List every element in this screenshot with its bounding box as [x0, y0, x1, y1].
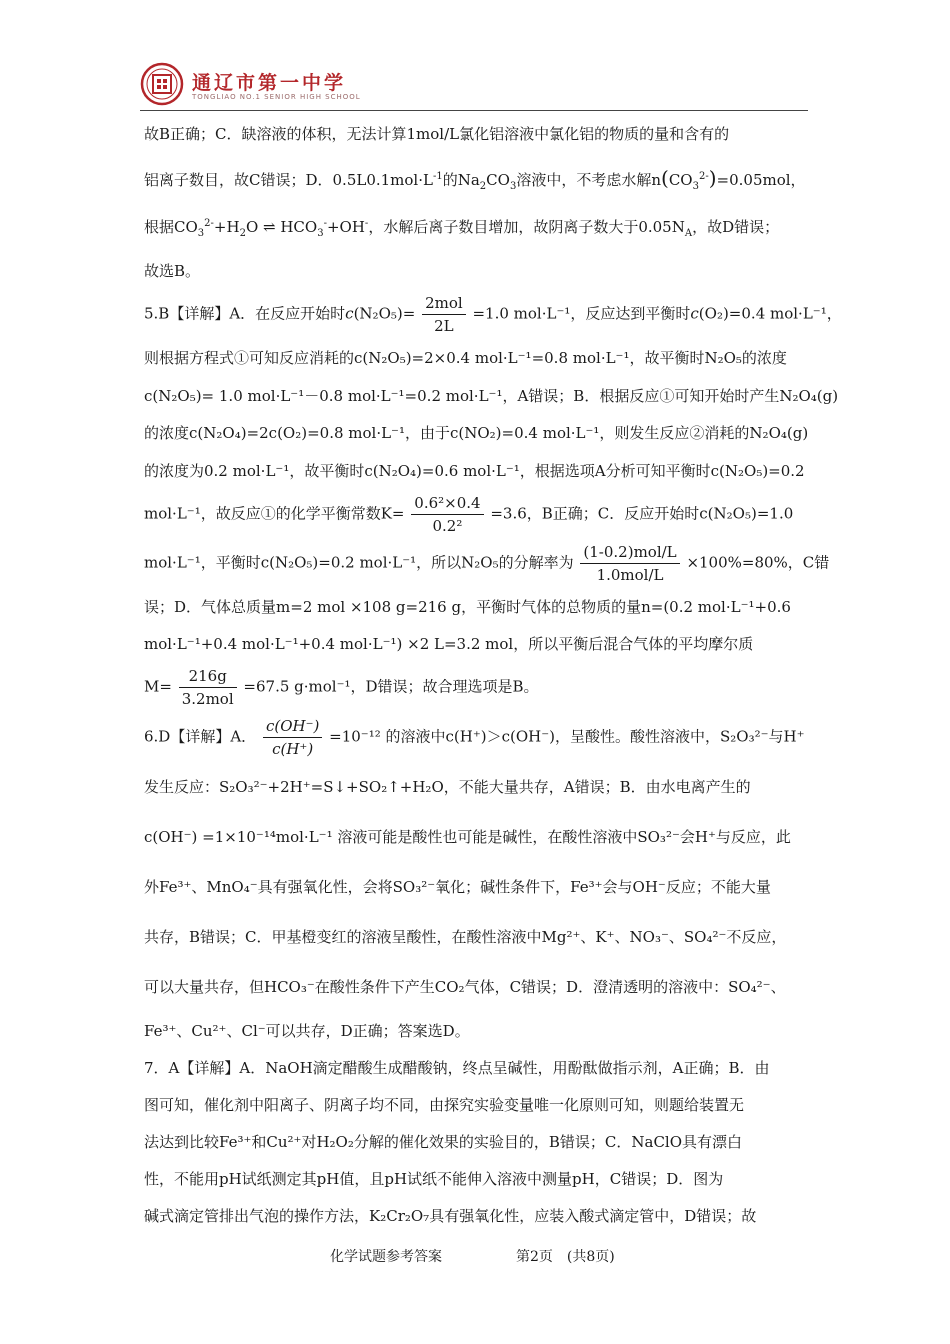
q5-line-2: 则根据方程式①可知反应消耗的c(N₂O₅)=2×0.4 mol·L⁻¹=0.8 mol·L⁻¹，故平衡时N₂O₅的浓度 — [144, 349, 787, 367]
school-name-en: TONGLIAO NO.1 SENIOR HIGH SCHOOL — [192, 93, 361, 101]
q7-line-2: 图可知，催化剂中阳离子、阴离子均不同，由探究实验变量唯一化原则可知，则题给装置无 — [144, 1096, 745, 1114]
q5-line-7: mol·L⁻¹，平衡时c(N₂O₅)=0.2 mol·L⁻¹，所以N₂O₅的分解率为 $\frac{\text{(1-0.2)mol/L}}{\text{1.0mol/L}}$ ×100%=80%，C错 — [144, 543, 830, 584]
q4-line-4: 故选B。 — [144, 262, 201, 280]
school-logo-icon — [140, 62, 184, 106]
q5-line-8: 误；D．气体总质量m=2 mol ×108 g=216 g，平衡时气体的总物质的量n=(0.2 mol·L⁻¹+0.6 — [144, 598, 791, 616]
q6-line-7: Fe³⁺、Cu²⁺、Cl⁻可以共存，D正确；答案选D。 — [144, 1022, 470, 1040]
q7-line-1: 7．A【详解】A．NaOH滴定醋酸生成醋酸钠，终点呈碱性，用酚酞做指示剂，A正确；B．由 — [144, 1059, 770, 1077]
fraction: $\frac{216g}{\text{3.2mol}}$ — [179, 667, 237, 708]
q5-line-10: M= $\frac{216g}{\text{3.2mol}}$ =67.5 g·mol⁻¹，D错误；故合理选项是B。 — [144, 667, 539, 708]
q4-line-2: 铝离子数目，故C错误；D．$0.5L0.1mol\cdot L^{-1}$的$Na_2CO_3$溶液中，不考虑水解$n(CO_3^{2-})=0.05mol$， — [144, 166, 806, 192]
q6-line-3: c(OH⁻) =1×10⁻¹⁴mol·L⁻¹ 溶液可能是酸性也可能是碱性，在酸性溶液中SO₃²⁻会H⁺与反应，此 — [144, 828, 791, 846]
q4-line-3: 根据$CO_3^{2-}+H_2O$ ⇌ $HCO_3^-+OH^-$，水解后离子数目增加，故阴离子数大于$0.05N_A$，故D错误； — [144, 218, 780, 239]
q7-line-5: 碱式滴定管排出气泡的操作方法，K₂Cr₂O₇具有强氧化性，应装入酸式滴定管中，D错误；故 — [144, 1207, 757, 1225]
fraction: $\frac{\text{2mol}}{2L}$ — [422, 294, 466, 335]
q5-line-4: 的浓度c(N₂O₄)=2c(O₂)=0.8 mol·L⁻¹，由于c(NO₂)=0.4 mol·L⁻¹，则发生反应②消耗的N₂O₄(g) — [144, 424, 809, 442]
q5-line-5: 的浓度为0.2 mol·L⁻¹，故平衡时c(N₂O₄)=0.6 mol·L⁻¹，根据选项A分析可知平衡时c(N₂O₅)=0.2 — [144, 462, 805, 480]
footer-page-number: 第2页 (共8页) — [516, 1249, 615, 1265]
q7-line-3: 法达到比较Fe³⁺和Cu²⁺对H₂O₂分解的催化效果的实验目的，B错误；C．NaClO具有漂白 — [144, 1133, 743, 1151]
q6-line-4: 外Fe³⁺、MnO₄⁻具有强氧化性，会将SO₃²⁻氧化；碱性条件下，Fe³⁺会与OH⁻反应；不能大量 — [144, 878, 771, 896]
q5-line-3: c(N₂O₅)= 1.0 mol·L⁻¹－0.8 mol·L⁻¹=0.2 mol·L⁻¹，A错误；B．根据反应①可知开始时产生N₂O₄(g) — [144, 387, 839, 405]
q7-line-4: 性，不能用pH试纸测定其pH值，且pH试纸不能伸入溶液中测量pH，C错误；D．图为 — [144, 1170, 724, 1188]
fraction: $\frac{\text{0.6²×0.4}}{\text{0.2²}}$ — [411, 494, 483, 535]
q5-line-6: mol·L⁻¹，故反应①的化学平衡常数K= $\frac{\text{0.6²×0.4}}{\text{0.2²}}$ =3.6，B正确；C．反应开始时c(N₂O₅)=1.0 — [144, 494, 794, 535]
footer-subject: 化学试题参考答案 — [330, 1249, 442, 1265]
q4-line-1: 故B正确；C．缺溶液的体积，无法计算1mol/L氯化铝溶液中氯化铝的物质的量和含有的 — [144, 125, 730, 143]
q5-line-9: mol·L⁻¹+0.4 mol·L⁻¹+0.4 mol·L⁻¹) ×2 L=3.2 mol，所以平衡后混合气体的平均摩尔质 — [144, 635, 754, 653]
page-header — [140, 62, 808, 112]
fraction: $\frac{c(OH^-)}{c(H^+)}$ — [263, 717, 322, 758]
q6-line-5: 共存，B错误；C．甲基橙变红的溶液呈酸性，在酸性溶液中Mg²⁺、K⁺、NO₃⁻、SO₄²⁻不反应， — [144, 928, 787, 946]
school-name: 通辽市第一中学 — [192, 72, 347, 94]
fraction: $\frac{\text{(1-0.2)mol/L}}{\text{1.0mol/L}}$ — [580, 543, 679, 584]
q6-line-1: 6.D【详解】A． $\frac{c(OH^-)}{c(H^+)}$ =10⁻¹² 的溶液中c(H⁺)＞c(OH⁻)，呈酸性。酸性溶液中，S₂O₃²⁻与H⁺ — [144, 717, 805, 758]
q5-line-1: 5.B【详解】A．在反应开始时c(N₂O₅)= $\frac{\text{2mol}}{2L}$ =1.0 mol·L⁻¹，反应达到平衡时c(O₂)=0.4 mol·L⁻¹， — [144, 294, 842, 335]
q6-line-6: 可以大量共存，但HCO₃⁻在酸性条件下产生CO₂气体，C错误；D．澄清透明的溶液中：SO₄²⁻、 — [144, 978, 786, 996]
header-divider — [140, 110, 808, 111]
q6-line-2: 发生反应：S₂O₃²⁻+2H⁺=S↓+SO₂↑+H₂O，不能大量共存，A错误；B．由水电离产生的 — [144, 778, 751, 796]
